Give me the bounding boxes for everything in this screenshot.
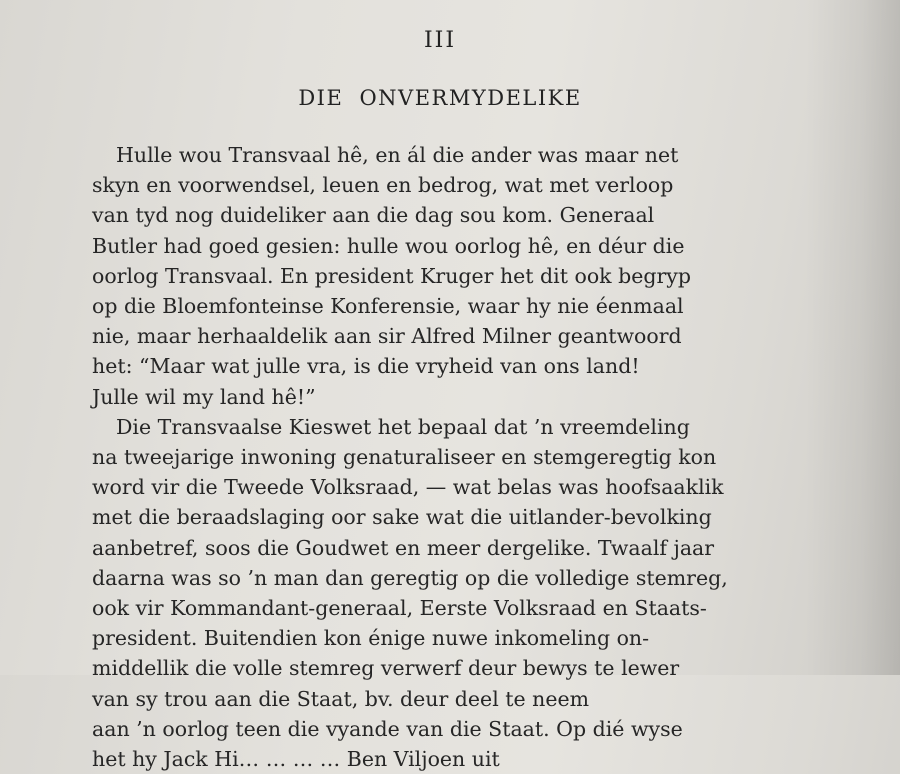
text-line: aan ’n oorlog teen die vyande van die Staat. Op dié wyse — [92, 716, 683, 741]
text-line: op die Bloemfonteinse Konferensie, waar hy nie éenmaal — [92, 294, 684, 319]
text-line: Julle wil my land hê!” — [92, 384, 316, 409]
text-line: met die beraadslaging oor sake wat die uitlander-bevolking — [92, 505, 712, 530]
text-line: aanbetref, soos die Goudwet en meer dergelike. Twaalf jaar — [92, 535, 715, 560]
text-line: van sy trou aan die Staat, bv. deur deel te neem — [92, 686, 590, 711]
text-line: oorlog Transvaal. En president Kruger het dit ook begryp — [92, 263, 691, 288]
body-text — [92, 140, 782, 774]
chapter-title: DIE ONVERMYDELIKE — [298, 86, 582, 110]
text-line: president. Buitendien kon énige nuwe inkomeling on- — [92, 626, 650, 651]
text-line: Die Transvaalse Kieswet het bepaal dat ’n vreemdeling — [116, 414, 690, 439]
text-line: nie, maar herhaaldelik aan sir Alfred Milner geantwoord — [92, 324, 682, 349]
text-line: Butler had goed gesien: hulle wou oorlog hê, en déur die — [92, 233, 685, 258]
text-line: word vir die Tweede Volksraad, — wat belas was hoofsaaklik — [92, 475, 724, 500]
chapter-number: III — [423, 28, 457, 53]
text-line: het: “Maar wat julle vra, is die vryheid van ons land! — [92, 354, 640, 379]
text-line: daarna was so ’n man dan geregtig op die volledige stemreg, — [92, 565, 728, 590]
text-line: skyn en voorwendsel, leuen en bedrog, wat met verloop — [92, 173, 674, 198]
text-line: Hulle wou Transvaal hê, en ál die ander was maar net — [116, 143, 679, 167]
text-line: na tweejarige inwoning genaturaliseer en stemgeregtig kon — [92, 445, 717, 470]
text-line: het hy Jack Hi… … … … Ben Viljoen uit — [92, 747, 500, 772]
text-line: ook vir Kommandant-generaal, Eerste Volksraad en Staats- — [92, 596, 707, 621]
text-line: van tyd nog duideliker aan die dag sou kom. Generaal — [92, 203, 655, 228]
text-line: middellik die volle stemreg verwerf deur bewys te lewer — [92, 656, 680, 681]
